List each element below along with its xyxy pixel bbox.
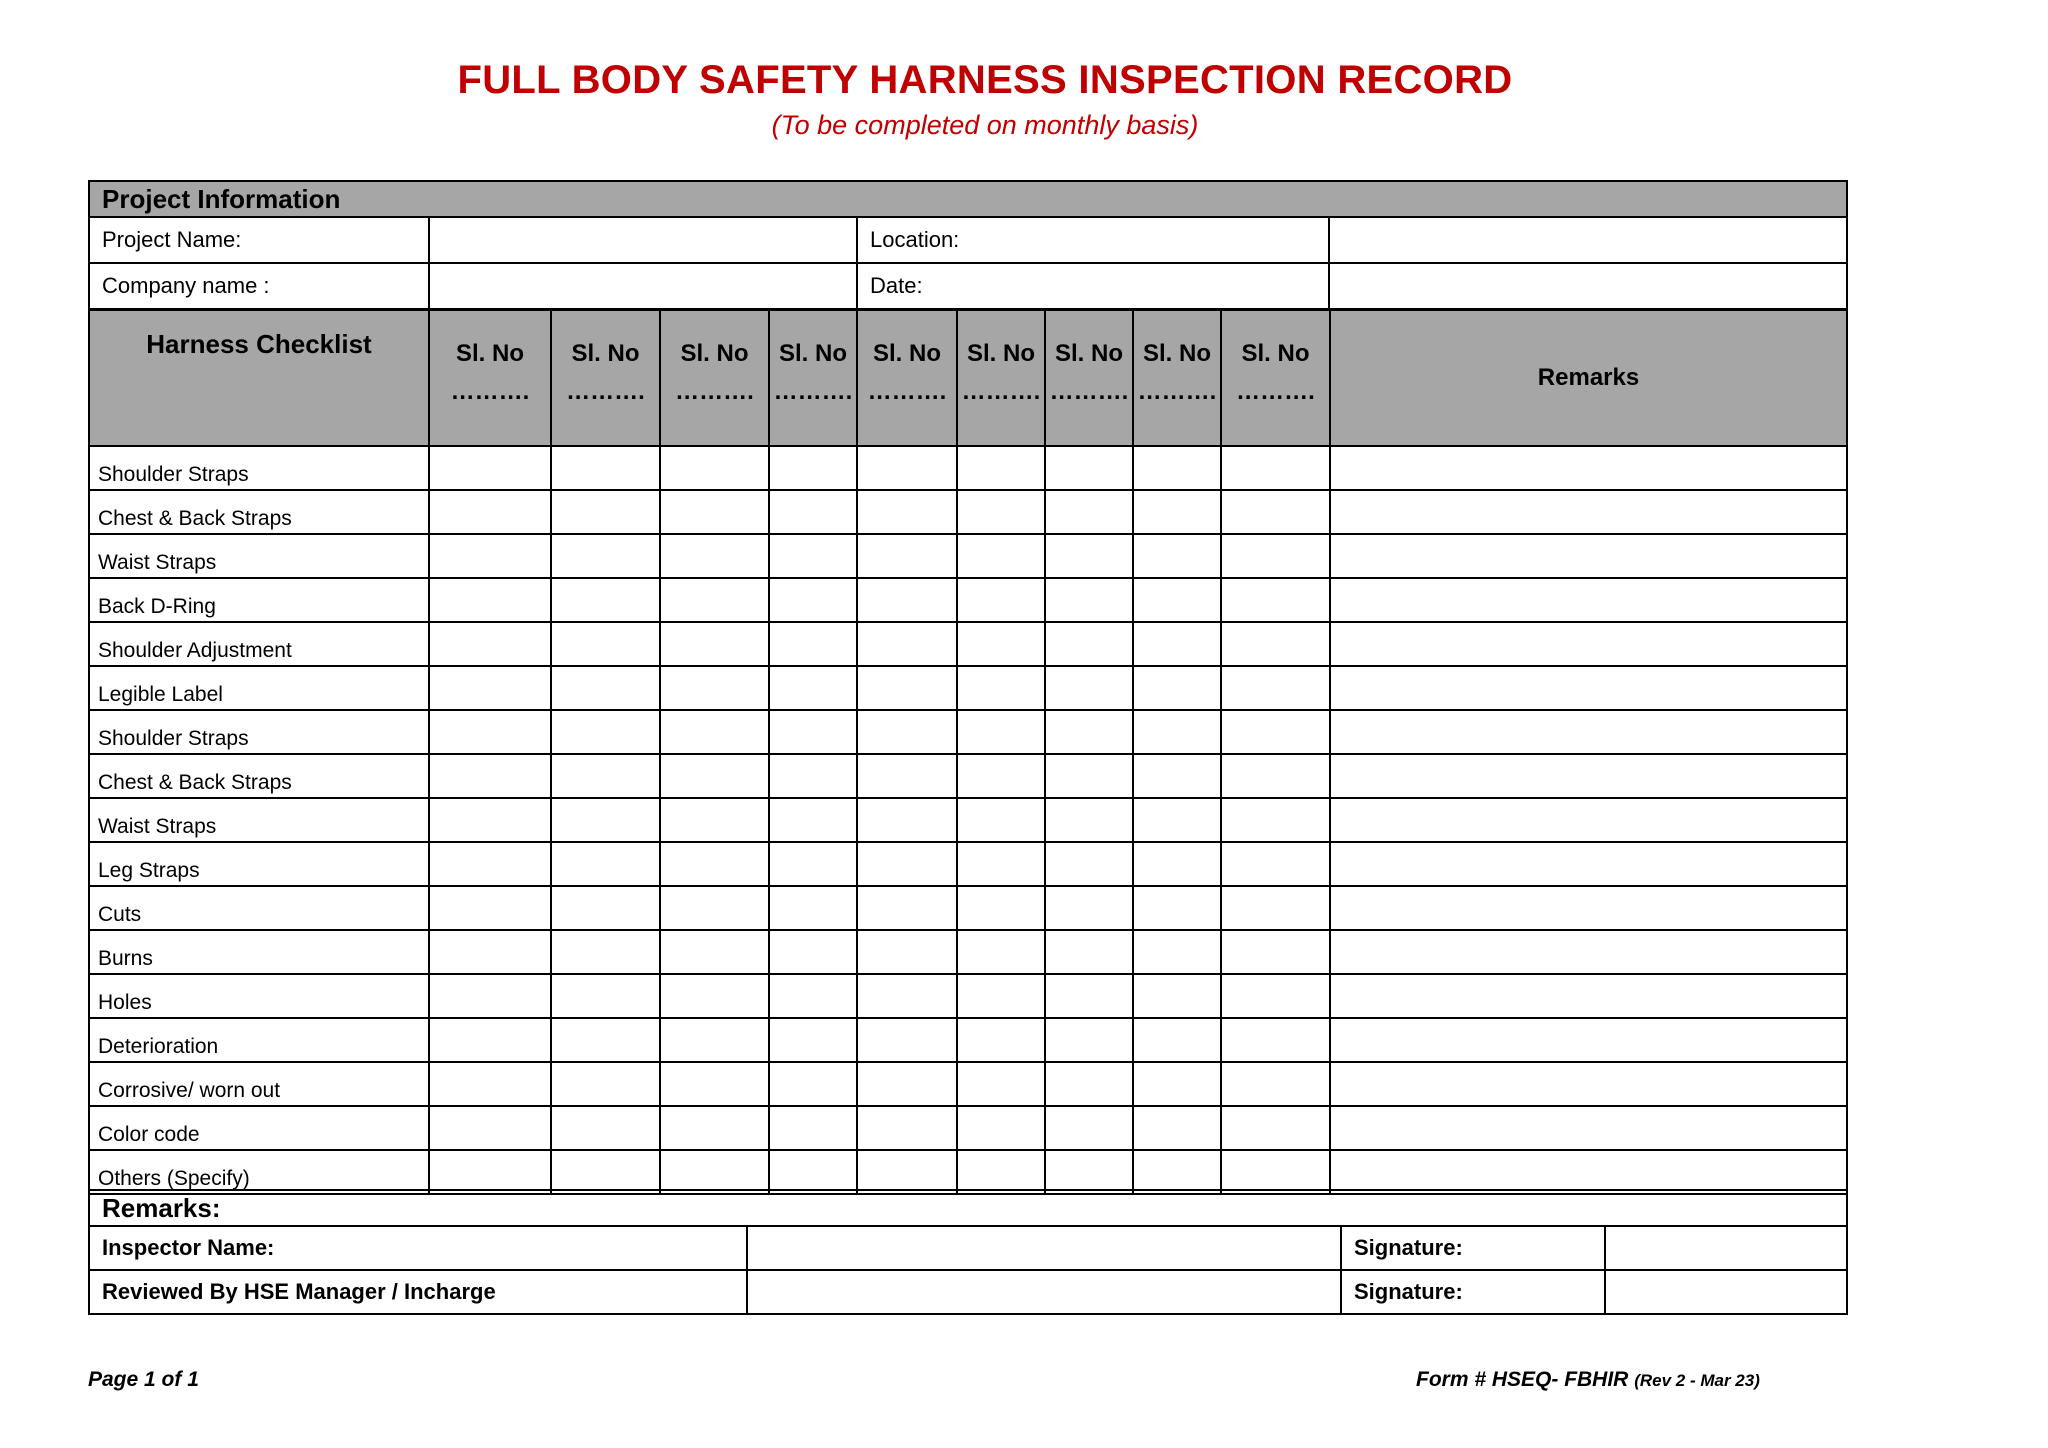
inspection-cell[interactable] [957, 578, 1045, 622]
checklist-row [89, 754, 1847, 798]
inspection-cell[interactable] [1221, 1018, 1330, 1062]
inspection-cell[interactable] [660, 666, 769, 710]
inspection-cell[interactable] [660, 930, 769, 974]
reviewed-by-label: Reviewed By HSE Manager / Incharge [89, 1270, 747, 1314]
inspection-cell[interactable] [660, 710, 769, 754]
inspection-cell[interactable] [957, 534, 1045, 578]
inspection-cell[interactable] [429, 930, 551, 974]
serial-no-dots: ………. [450, 378, 530, 405]
checklist-item-label: Shoulder Adjustment [89, 622, 429, 666]
checklist-item-label: Color code [89, 1106, 429, 1150]
checklist-item-label: Shoulder Straps [89, 710, 429, 754]
inspection-cell[interactable] [660, 754, 769, 798]
reviewed-by-field[interactable] [747, 1270, 1341, 1314]
serial-no-label: Sl. No [966, 340, 1035, 367]
inspection-cell[interactable] [429, 1106, 551, 1150]
remarks-cell[interactable] [1330, 1150, 1847, 1194]
inspection-cell[interactable] [857, 886, 957, 930]
inspection-cell[interactable] [769, 842, 857, 886]
remarks-cell[interactable] [1330, 710, 1847, 754]
inspection-cell[interactable] [857, 974, 957, 1018]
harness-checklist-table [88, 309, 1848, 1195]
project-information-table [88, 180, 1848, 310]
inspection-cell[interactable] [769, 578, 857, 622]
remarks-cell[interactable] [1330, 666, 1847, 710]
inspection-cell[interactable] [769, 710, 857, 754]
inspection-cell[interactable] [957, 930, 1045, 974]
document-title: FULL BODY SAFETY HARNESS INSPECTION RECORD [457, 58, 1513, 102]
remarks-cell[interactable] [1330, 622, 1847, 666]
serial-no-label: Sl. No [1241, 340, 1310, 367]
inspection-cell[interactable] [1045, 974, 1133, 1018]
checklist-row [89, 1150, 1847, 1194]
inspection-cell[interactable] [429, 710, 551, 754]
inspection-cell[interactable] [957, 490, 1045, 534]
checklist-item-label: Shoulder Straps [89, 446, 429, 490]
inspection-cell[interactable] [769, 490, 857, 534]
inspection-cell[interactable] [551, 1018, 660, 1062]
inspection-cell[interactable] [857, 622, 957, 666]
inspection-cell[interactable] [660, 446, 769, 490]
checklist-row [89, 666, 1847, 710]
remarks-cell[interactable] [1330, 578, 1847, 622]
checklist-item-label: Deterioration [89, 1018, 429, 1062]
document-subtitle: (To be completed on monthly basis) [771, 110, 1199, 140]
inspection-cell[interactable] [1045, 446, 1133, 490]
serial-no-header[interactable] [1045, 310, 1133, 446]
inspection-cell[interactable] [857, 490, 957, 534]
inspection-cell[interactable] [429, 886, 551, 930]
inspection-cell[interactable] [769, 1106, 857, 1150]
inspection-cell[interactable] [1221, 842, 1330, 886]
inspection-cell[interactable] [1045, 1062, 1133, 1106]
inspection-cell[interactable] [551, 578, 660, 622]
remarks-cell[interactable] [1330, 490, 1847, 534]
inspection-cell[interactable] [660, 534, 769, 578]
inspection-cell[interactable] [1045, 710, 1133, 754]
checklist-row [89, 1062, 1847, 1106]
checklist-item-label: Waist Straps [89, 798, 429, 842]
serial-no-dots: ………. [1236, 378, 1315, 405]
reviewer-signature-field[interactable] [1605, 1270, 1847, 1314]
inspection-cell[interactable] [1133, 710, 1221, 754]
inspection-cell[interactable] [551, 446, 660, 490]
inspection-cell[interactable] [1133, 842, 1221, 886]
inspection-cell[interactable] [769, 886, 857, 930]
inspection-cell[interactable] [1133, 490, 1221, 534]
inspection-cell[interactable] [769, 1150, 857, 1194]
inspection-cell[interactable] [957, 842, 1045, 886]
serial-no-label: Sl. No [778, 340, 847, 367]
inspection-cell[interactable] [857, 754, 957, 798]
inspection-cell[interactable] [551, 666, 660, 710]
inspection-cell[interactable] [957, 710, 1045, 754]
checklist-row [89, 930, 1847, 974]
inspection-cell[interactable] [1221, 974, 1330, 1018]
inspection-cell[interactable] [551, 842, 660, 886]
inspection-cell[interactable] [1133, 754, 1221, 798]
serial-no-label: Sl. No [1142, 340, 1211, 367]
inspection-cell[interactable] [551, 710, 660, 754]
inspection-cell[interactable] [1221, 578, 1330, 622]
inspection-cell[interactable] [429, 534, 551, 578]
inspection-cell[interactable] [551, 1062, 660, 1106]
serial-no-dots: ………. [773, 378, 853, 405]
checklist-item-label: Chest & Back Straps [89, 754, 429, 798]
remarks-column-heading: Remarks [1330, 310, 1847, 446]
inspection-cell[interactable] [1221, 710, 1330, 754]
inspection-cell[interactable] [1221, 446, 1330, 490]
inspection-cell[interactable] [957, 446, 1045, 490]
inspection-cell[interactable] [551, 886, 660, 930]
checklist-item-label: Cuts [89, 886, 429, 930]
inspection-cell[interactable] [660, 1018, 769, 1062]
inspection-cell[interactable] [1045, 842, 1133, 886]
inspection-cell[interactable] [1045, 534, 1133, 578]
date-field[interactable] [1329, 263, 1847, 309]
inspection-cell[interactable] [429, 974, 551, 1018]
inspection-cell[interactable] [1221, 1106, 1330, 1150]
inspection-cell[interactable] [660, 886, 769, 930]
location-label: Location: [857, 217, 1329, 263]
inspection-cell[interactable] [769, 534, 857, 578]
inspection-cell[interactable] [429, 1150, 551, 1194]
checklist-row [89, 798, 1847, 842]
checklist-row [89, 534, 1847, 578]
serial-no-dots: ………. [867, 378, 947, 405]
inspection-cell[interactable] [551, 1150, 660, 1194]
inspection-cell[interactable] [1221, 886, 1330, 930]
inspection-cell[interactable] [769, 754, 857, 798]
inspection-cell[interactable] [429, 754, 551, 798]
serial-no-header[interactable] [857, 310, 957, 446]
checklist-row [89, 710, 1847, 754]
project-name-field[interactable] [429, 217, 857, 263]
remarks-cell[interactable] [1330, 798, 1847, 842]
inspection-cell[interactable] [551, 1106, 660, 1150]
inspection-cell[interactable] [1045, 930, 1133, 974]
serial-no-label: Sl. No [872, 340, 941, 367]
checklist-item-label: Waist Straps [89, 534, 429, 578]
remarks-cell[interactable] [1330, 842, 1847, 886]
checklist-item-label: Holes [89, 974, 429, 1018]
inspection-cell[interactable] [551, 798, 660, 842]
serial-no-label: Sl. No [680, 340, 749, 367]
page-number: Page 1 of 1 [88, 1368, 199, 1391]
inspection-cell[interactable] [769, 622, 857, 666]
remarks-cell[interactable] [1330, 886, 1847, 930]
inspection-cell[interactable] [660, 1150, 769, 1194]
sign-off-table [88, 1189, 1848, 1315]
serial-no-header[interactable] [660, 310, 769, 446]
inspection-cell[interactable] [857, 578, 957, 622]
inspection-cell[interactable] [429, 1062, 551, 1106]
inspection-cell[interactable] [660, 798, 769, 842]
form-revision: (Rev 2 - Mar 23) [1634, 1371, 1760, 1390]
inspection-cell[interactable] [1221, 666, 1330, 710]
inspection-cell[interactable] [1133, 886, 1221, 930]
project-name-label: Project Name: [89, 217, 429, 263]
inspection-cell[interactable] [1221, 490, 1330, 534]
date-label: Date: [857, 263, 1329, 309]
inspection-cell[interactable] [1045, 666, 1133, 710]
inspection-cell[interactable] [1045, 886, 1133, 930]
inspection-cell[interactable] [857, 710, 957, 754]
inspection-cell[interactable] [1133, 1106, 1221, 1150]
inspection-cell[interactable] [769, 974, 857, 1018]
inspection-cell[interactable] [660, 842, 769, 886]
harness-checklist-heading: Harness Checklist [89, 310, 429, 446]
checklist-row [89, 842, 1847, 886]
inspection-cell[interactable] [660, 1062, 769, 1106]
inspection-cell[interactable] [551, 622, 660, 666]
inspection-cell[interactable] [857, 446, 957, 490]
inspection-cell[interactable] [1133, 666, 1221, 710]
inspection-cell[interactable] [769, 1062, 857, 1106]
inspection-cell[interactable] [1133, 1018, 1221, 1062]
checklist-row [89, 578, 1847, 622]
inspection-cell[interactable] [1133, 1150, 1221, 1194]
inspection-cell[interactable] [1045, 798, 1133, 842]
checklist-item-label: Back D-Ring [89, 578, 429, 622]
remarks-cell[interactable] [1330, 534, 1847, 578]
inspection-cell[interactable] [769, 666, 857, 710]
company-name-field[interactable] [429, 263, 857, 309]
form-code: Form # HSEQ- FBHIR [1416, 1368, 1629, 1391]
inspection-cell[interactable] [551, 490, 660, 534]
inspection-cell[interactable] [1221, 754, 1330, 798]
remarks-cell[interactable] [1330, 754, 1847, 798]
inspection-cell[interactable] [429, 798, 551, 842]
remarks-cell[interactable] [1330, 1106, 1847, 1150]
serial-no-header[interactable] [957, 310, 1045, 446]
inspection-cell[interactable] [1045, 754, 1133, 798]
inspection-cell[interactable] [769, 930, 857, 974]
inspection-cell[interactable] [429, 446, 551, 490]
serial-no-label: Sl. No [455, 340, 524, 367]
checklist-item-label: Leg Straps [89, 842, 429, 886]
inspection-cell[interactable] [857, 1062, 957, 1106]
serial-no-dots: ………. [1049, 378, 1129, 405]
checklist-row [89, 490, 1847, 534]
remarks-cell[interactable] [1330, 974, 1847, 1018]
remarks-cell[interactable] [1330, 446, 1847, 490]
serial-no-header[interactable] [1221, 310, 1330, 446]
inspection-cell[interactable] [1133, 1062, 1221, 1106]
checklist-row [89, 446, 1847, 490]
serial-no-dots: ………. [566, 378, 645, 405]
inspection-cell[interactable] [1221, 622, 1330, 666]
checklist-item-label: Burns [89, 930, 429, 974]
inspection-cell[interactable] [957, 622, 1045, 666]
location-field[interactable] [1329, 217, 1847, 263]
inspection-cell[interactable] [1133, 974, 1221, 1018]
inspection-cell[interactable] [1221, 930, 1330, 974]
inspection-cell[interactable] [769, 446, 857, 490]
inspection-cell[interactable] [429, 622, 551, 666]
inspection-cell[interactable] [957, 666, 1045, 710]
inspection-cell[interactable] [1221, 1150, 1330, 1194]
inspection-cell[interactable] [660, 622, 769, 666]
serial-no-label: Sl. No [1054, 340, 1123, 367]
inspection-cell[interactable] [857, 534, 957, 578]
inspection-cell[interactable] [1045, 1150, 1133, 1194]
checklist-item-label: Legible Label [89, 666, 429, 710]
inspection-cell[interactable] [429, 666, 551, 710]
inspection-cell[interactable] [1045, 578, 1133, 622]
remarks-cell[interactable] [1330, 1018, 1847, 1062]
inspection-cell[interactable] [1133, 798, 1221, 842]
checklist-row [89, 1018, 1847, 1062]
serial-no-dots: ………. [961, 378, 1041, 405]
inspection-cell[interactable] [857, 1106, 957, 1150]
inspection-cell[interactable] [957, 754, 1045, 798]
checklist-item-label: Others (Specify) [89, 1150, 429, 1194]
checklist-row [89, 886, 1847, 930]
inspection-cell[interactable] [551, 754, 660, 798]
checklist-row [89, 974, 1847, 1018]
inspection-cell[interactable] [957, 1018, 1045, 1062]
inspection-cell[interactable] [957, 1106, 1045, 1150]
inspection-cell[interactable] [957, 974, 1045, 1018]
inspection-cell[interactable] [1045, 622, 1133, 666]
inspection-cell[interactable] [957, 798, 1045, 842]
company-name-label: Company name : [89, 263, 429, 309]
inspection-cell[interactable] [857, 798, 957, 842]
inspection-cell[interactable] [429, 490, 551, 534]
inspection-cell[interactable] [551, 534, 660, 578]
inspection-cell[interactable] [957, 1150, 1045, 1194]
inspection-cell[interactable] [1133, 446, 1221, 490]
inspection-cell[interactable] [857, 1150, 957, 1194]
inspection-cell[interactable] [1221, 534, 1330, 578]
checklist-item-label: Corrosive/ worn out [89, 1062, 429, 1106]
inspection-cell[interactable] [1045, 1018, 1133, 1062]
remarks-cell[interactable] [1330, 1062, 1847, 1106]
inspection-cell[interactable] [429, 842, 551, 886]
inspector-signature-field[interactable] [1605, 1226, 1847, 1270]
inspection-cell[interactable] [957, 1062, 1045, 1106]
inspection-cell[interactable] [769, 798, 857, 842]
inspection-cell[interactable] [857, 1018, 957, 1062]
inspection-cell[interactable] [1133, 622, 1221, 666]
inspection-cell[interactable] [769, 1018, 857, 1062]
inspection-cell[interactable] [1133, 578, 1221, 622]
inspection-cell[interactable] [1133, 534, 1221, 578]
serial-no-header[interactable] [551, 310, 660, 446]
serial-no-dots: ………. [1137, 378, 1217, 405]
inspection-cell[interactable] [660, 1106, 769, 1150]
checklist-row [89, 1106, 1847, 1150]
inspection-cell[interactable] [551, 930, 660, 974]
inspection-cell[interactable] [1221, 1062, 1330, 1106]
inspection-cell[interactable] [1045, 490, 1133, 534]
serial-no-dots: ………. [675, 378, 754, 405]
serial-no-header[interactable] [429, 310, 551, 446]
serial-no-header[interactable] [769, 310, 857, 446]
checklist-row [89, 622, 1847, 666]
inspection-cell[interactable] [957, 886, 1045, 930]
serial-no-header[interactable] [1133, 310, 1221, 446]
checklist-item-label: Chest & Back Straps [89, 490, 429, 534]
project-information-heading: Project Information [89, 181, 1847, 217]
inspection-cell[interactable] [857, 842, 957, 886]
inspection-cell[interactable] [1221, 798, 1330, 842]
inspection-cell[interactable] [660, 974, 769, 1018]
inspector-name-field[interactable] [747, 1226, 1341, 1270]
inspection-cell[interactable] [1133, 930, 1221, 974]
inspector-name-label: Inspector Name: [89, 1226, 747, 1270]
serial-no-label: Sl. No [571, 340, 640, 367]
inspection-cell[interactable] [857, 930, 957, 974]
remarks-cell[interactable] [1330, 930, 1847, 974]
inspection-cell[interactable] [429, 578, 551, 622]
remarks-label: Remarks: [89, 1190, 1847, 1226]
inspection-cell[interactable] [1045, 1106, 1133, 1150]
reviewer-signature-label: Signature: [1341, 1270, 1605, 1314]
inspector-signature-label: Signature: [1341, 1226, 1605, 1270]
inspection-cell[interactable] [660, 490, 769, 534]
form-number [1416, 1368, 1760, 1392]
inspection-cell[interactable] [660, 578, 769, 622]
inspection-cell[interactable] [429, 1018, 551, 1062]
inspection-cell[interactable] [551, 974, 660, 1018]
inspection-cell[interactable] [857, 666, 957, 710]
